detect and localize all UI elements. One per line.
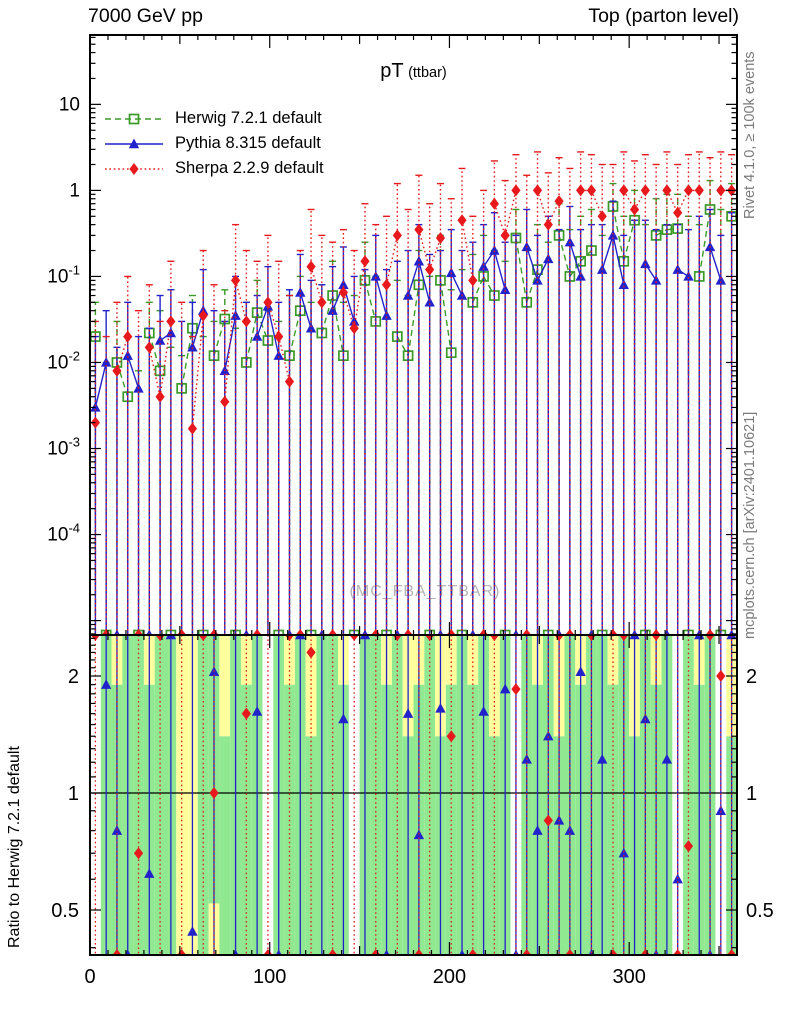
svg-text:2: 2 (746, 666, 758, 689)
main-series-herwig (91, 181, 736, 640)
legend-label: Pythia 8.315 default (175, 134, 321, 152)
process-label: Top (parton level) (588, 5, 739, 27)
watermark: (MC_FBA_TTBAR) (349, 583, 501, 600)
plot-title (90, 60, 737, 83)
legend-item-pythia (103, 131, 324, 156)
legend-label: Sherpa 2.2.9 default (175, 159, 324, 177)
svg-text:0: 0 (84, 966, 96, 988)
svg-text:200: 200 (432, 966, 467, 988)
main-series-pythia (90, 201, 737, 639)
svg-text:2: 2 (67, 666, 79, 689)
svg-text:0.5: 0.5 (51, 900, 79, 923)
svg-text:10-1: $10^{-1}$ (47, 262, 80, 288)
rivet-version-caption: Rivet 4.1.0, ≥ 100k events (742, 51, 758, 219)
sherpa-key-icon (103, 160, 165, 178)
svg-text:10-4: $10^{-4}$ (47, 520, 80, 546)
ratio-axis-label: Ratio to Herwig 7.2.1 default (6, 746, 23, 948)
legend (103, 106, 324, 181)
svg-text:1: 1 (67, 783, 79, 806)
svg-text:0.5: 0.5 (746, 900, 774, 923)
svg-text:10: 10 (58, 94, 80, 116)
plot-title-sub: (ttbar) (408, 65, 447, 81)
svg-text:300: 300 (612, 966, 646, 988)
svg-text:1: 1 (746, 783, 758, 806)
plot-title-main: pT (380, 60, 404, 82)
legend-item-sherpa (103, 156, 324, 181)
herwig-key-icon (103, 110, 165, 128)
svg-text:10-2: $10^{-2}$ (47, 348, 80, 374)
beam-energy-label: 7000 GeV pp (88, 5, 203, 27)
svg-text:100: 100 (253, 966, 287, 988)
legend-label: Herwig 7.2.1 default (175, 109, 322, 127)
mcplots-arxiv-caption: mcplots.cern.ch [arXiv:2401.10621] (742, 411, 758, 639)
legend-item-herwig (103, 106, 324, 131)
pythia-key-icon (103, 135, 165, 153)
svg-text:10-3: $10^{-3}$ (47, 434, 80, 460)
svg-text:1: 1 (69, 180, 80, 202)
